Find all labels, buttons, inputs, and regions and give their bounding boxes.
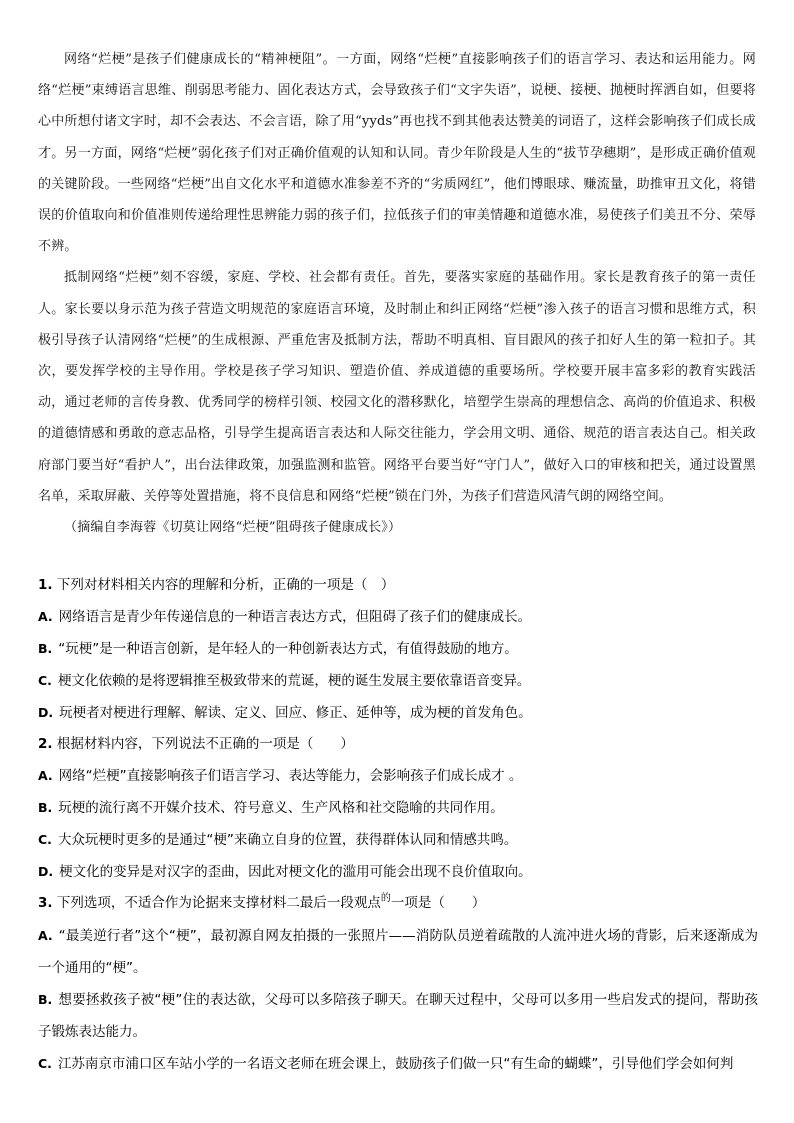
option-text: 网络“烂梗”直接影响孩子们语言学习、表达等能力，会影响孩子们成长成才 。: [58, 768, 523, 784]
passage-paragraph-2: 抵制网络“烂梗”刻不容缓，家庭、学校、社会都有责任。首先，要落实家庭的基础作用。家长是教育孩子的第一责任人。家长要以身示范为孩子营造文明规范的家庭语言环境，及时制止和纠正网络“烂梗”渗入孩子的语言习惯和思维方式，积极引导孩子认清网络“烂梗”的生成根源、严重危害及抵制方法，帮助不明真相、盲目跟风的孩子扣好人生的第一粒扣子。其次，要发挥学校的主导作用。学校是孩子学习知识、塑造价值、养成道德的重要场所。学校要开展丰富多彩的教育实践活动，通过老师的言传身教、优秀同学的榜样引领、校园文化的潜移默化，培塑学生崇高的理想信念、高尚的价值追求、积极的道德情感和勇敢的意志品格，引导学生提高语言表达和人际交往能力，学会用文明、通俗、规范的语言表达自己。相关政府部门要当好“看护人”，出台法律政策，加强监测和监管。网络平台要当好“守门人”，做好入口的审核和把关，通过设置黑名单，采取屏蔽、关停等处置措施，将不良信息和网络“烂梗”锁在门外，为孩子们营造风清气朗的网络空间。: [38, 270, 756, 504]
question-number: 3.: [38, 895, 53, 911]
option-letter: B.: [38, 641, 53, 656]
option-text: 梗文化的变异是对汉字的歪曲，因此对梗文化的滥用可能会出现不良价值取向。: [59, 864, 532, 880]
question-stem: [38, 570, 758, 601]
option-letter: C.: [38, 1056, 52, 1071]
option-text: 玩梗的流行离不开媒介技术、符号意义、生产风格和社交隐喻的共同作用。: [58, 800, 504, 816]
option-b[interactable]: [38, 792, 758, 824]
option-text: “最美逆行者”这个“梗”，最初源自网友拍摄的一张照片——消防队员逆着疏散的人流冲进火场的背影，后来逐渐成为一个通用的“梗”。: [38, 928, 758, 976]
question-number: 1.: [38, 577, 53, 593]
question-stem: [38, 729, 758, 760]
option-d[interactable]: [38, 856, 758, 888]
passage-source: （摘编自李海蓉《切莫让网络“烂梗”阻碍孩子健康成长》）: [64, 520, 402, 536]
passage-paragraph-1: 网络“烂梗”是孩子们健康成长的“精神梗阻”。一方面，网络“烂梗”直接影响孩子们的语言学习、表达和运用能力。网络“烂梗”束缚语言思维、削弱思考能力、固化表达方式，会导致孩子们“文字失语”，说梗、接梗、抛梗时挥洒自如，但要将心中所想付诸文字时，却不会表达、不会言语，除了用“yyds”再也找不到其他表达赞美的词语了，这样会影响孩子们成长成才。另一方面，网络“烂梗”弱化孩子们对正确价值观的认知和认同。青少年阶段是人生的“拔节孕穗期”，是形成正确价值观的关键阶段。一些网络“烂梗”出自文化水平和道德水准参差不齐的“劣质网红”，他们博眼球、赚流量，助推审丑文化，将错误的价值取向和价值准则传递给理性思辨能力弱的孩子们，拉低孩子们的审美情趣和道德水准，易使孩子们美丑不分、荣辱不辨。: [38, 52, 756, 255]
option-letter: D.: [38, 705, 54, 720]
option-letter: A.: [38, 609, 53, 624]
reading-passage: [38, 44, 756, 543]
question-text: 下列对材料相关内容的理解和分析，正确的一项是（ ）: [56, 577, 395, 593]
option-text: 梗文化依赖的是将逻辑推至极致带来的荒诞，梗的诞生发展主要依靠语音变异。: [57, 673, 531, 689]
option-letter: B.: [38, 800, 53, 815]
option-c[interactable]: [38, 665, 758, 697]
question-number: 2.: [38, 736, 53, 752]
option-letter: C.: [38, 832, 52, 847]
option-a[interactable]: [38, 760, 758, 792]
option-b[interactable]: [38, 984, 758, 1048]
question-3: [38, 888, 758, 1081]
option-text: 大众玩梗时更多的是通过“梗”来确立自身的位置，获得群体认同和情感共鸣。: [57, 832, 518, 848]
option-text: 玩梗者对梗进行理解、解读、定义、回应、修正、延伸等，成为梗的首发角色。: [59, 705, 532, 721]
option-letter: C.: [38, 673, 52, 688]
option-a[interactable]: [38, 920, 758, 984]
question-text: 根据材料内容，下列说法不正确的一项是（ ）: [56, 736, 354, 752]
question-1: [38, 570, 758, 729]
option-c[interactable]: [38, 824, 758, 856]
option-b[interactable]: [38, 633, 758, 665]
question-text: 下列选项，不适合作为论据来支撑材料二最后一段观点: [56, 895, 381, 911]
question-2: [38, 729, 758, 888]
option-letter: A.: [38, 768, 53, 783]
option-a[interactable]: [38, 601, 758, 633]
option-letter: B.: [38, 992, 53, 1007]
option-text: “玩梗”是一种语言创新，是年轻人的一种创新表达方式，有值得鼓励的地方。: [58, 641, 518, 657]
option-text: 网络语言是青少年传递信息的一种语言表达方式，但阻碍了孩子们的健康成长。: [58, 609, 532, 625]
question-text-superscript: 的: [380, 893, 391, 904]
question-stem: [38, 888, 758, 920]
option-text: 江苏南京市浦口区车站小学的一名语文老师在班会课上，鼓励孩子们做一只“有生命的蝴蝶”，引导他们学会如何判: [57, 1056, 734, 1072]
option-letter: D.: [38, 864, 54, 879]
option-d[interactable]: [38, 697, 758, 729]
questions-section: [38, 570, 758, 1081]
question-text-end: 一项是（ ）: [390, 895, 486, 911]
option-c[interactable]: [38, 1048, 758, 1081]
option-text: 想要拯救孩子被“梗”住的表达欲，父母可以多陪孩子聊天。在聊天过程中，父母可以多用一些启发式的提问，帮助孩子锻炼表达能力。: [38, 992, 758, 1040]
option-letter: A.: [38, 928, 53, 943]
